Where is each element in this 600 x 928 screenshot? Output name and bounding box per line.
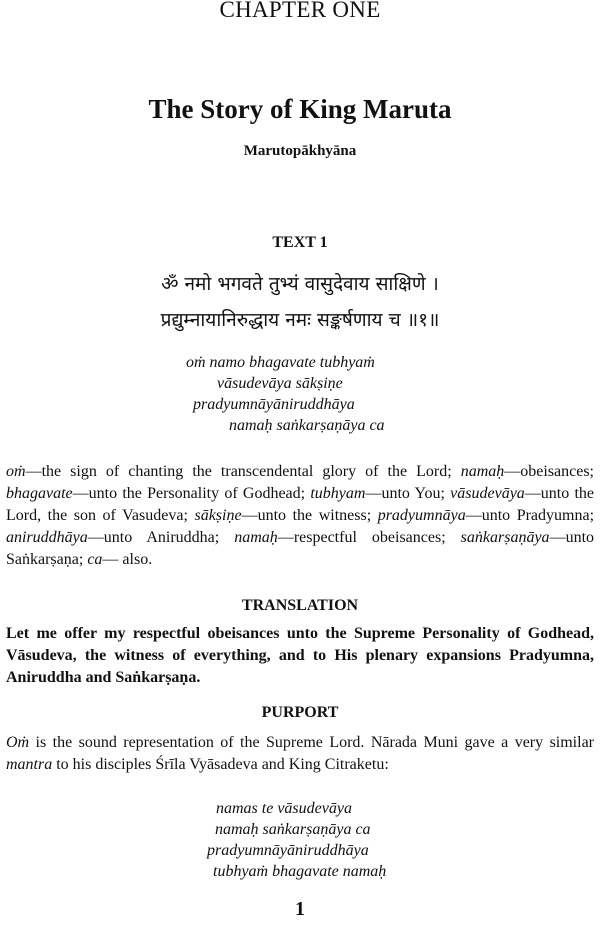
synonym-word: tubhyam <box>310 485 366 502</box>
purport-text: to his disciples Śrīla Vyāsadeva and King Citraketu: <box>52 756 389 773</box>
synonym-meaning: —unto Pradyumna; <box>465 507 595 524</box>
synonyms-paragraph <box>6 461 594 571</box>
synonym-word: namaḥ <box>234 529 278 546</box>
synonym-meaning: —the sign of chanting the transcendental glory of the Lord; <box>25 463 461 480</box>
synonym-meaning: — also. <box>102 551 153 568</box>
mantra-line: namaḥ saṅkarṣaṇāya ca <box>215 821 371 838</box>
purport-paragraph <box>6 732 594 776</box>
synonym-word: oṁ <box>6 463 26 480</box>
synonym-meaning: —unto You; <box>365 485 451 502</box>
text-number: TEXT 1 <box>272 234 328 251</box>
synonym-meaning: —unto Aniruddha; <box>87 529 235 546</box>
transliteration-line: vāsudevāya sākṣiṇe <box>217 375 343 392</box>
synonym-meaning: —unto the Lord, the son of Vasudeva; <box>6 485 595 524</box>
synonym-meaning: —unto the Personality of Godhead; <box>72 485 311 502</box>
mantra-line: tubhyaṁ bhagavate namaḥ <box>213 863 387 880</box>
synonym-meaning: —unto the witness; <box>241 507 378 524</box>
synonym-word: namaḥ <box>460 463 505 480</box>
devanagari-line-1: ॐ नमो भगवते तुभ्यं वासुदेवाय साक्षिणे । <box>161 273 439 295</box>
synonym-word: bhagavate <box>6 485 73 502</box>
transliteration-line: namaḥ saṅkarṣaṇāya ca <box>229 417 385 434</box>
synonym-meaning: —obeisances; <box>504 463 594 480</box>
translation-text: Let me offer my respectful obeisances unto the Supreme Personality of Godhead, Vāsudeva, the witness of everything, and to His plenary expansions Pradyumna, Aniruddha and Saṅkarṣaṇa. <box>6 625 594 686</box>
transliteration-line: oṁ namo bhagavate tubhyaṁ <box>186 354 375 371</box>
transliteration-verse <box>0 352 600 442</box>
synonym-meaning: —unto Saṅkarṣaṇa; <box>6 529 595 568</box>
mantra-line: namas te vāsudevāya <box>216 800 352 817</box>
synonym-meaning: —respectful obeisances; <box>277 529 461 546</box>
mantra-verse <box>0 798 600 888</box>
purport-italic: mantra <box>6 756 53 773</box>
mantra-line: pradyumnāyāniruddhāya <box>207 842 369 859</box>
purport-italic: Oṁ <box>6 734 30 751</box>
purport-text: is the sound representation of the Supreme Lord. Nārada Muni gave a very similar <box>29 734 594 751</box>
synonym-word: pradyumnāya <box>377 507 466 524</box>
chapter-title: The Story of King Maruta <box>148 94 452 124</box>
chapter-subtitle: Marutopākhyāna <box>243 143 357 159</box>
synonym-word: sākṣiṇe <box>194 507 242 524</box>
translation-heading: TRANSLATION <box>241 597 359 614</box>
chapter-heading: CHAPTER ONE <box>219 0 381 22</box>
transliteration-line: pradyumnāyāniruddhāya <box>193 396 355 413</box>
synonym-word: ca <box>87 551 103 568</box>
synonym-word: aniruddhāya <box>6 529 88 546</box>
page-number: 1 <box>295 898 305 920</box>
synonym-word: vāsudevāya <box>450 485 525 502</box>
purport-heading: PURPORT <box>261 704 339 721</box>
devanagari-line-2: प्रद्युम्नायानिरुद्धाय नमः सङ्कर्षणाय च ॥१॥ <box>160 309 440 331</box>
synonym-word: saṅkarṣaṇāya <box>460 529 550 546</box>
